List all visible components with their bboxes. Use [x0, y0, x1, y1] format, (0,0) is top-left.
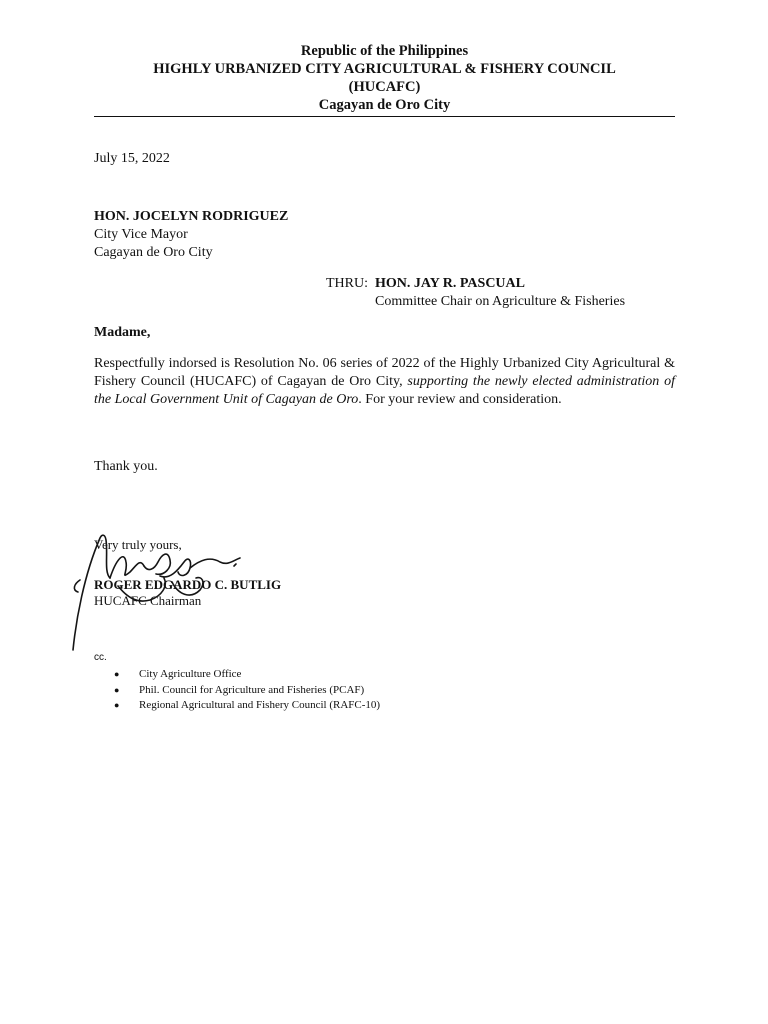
thru-name: HON. JAY R. PASCUAL: [375, 276, 525, 291]
cc-item: [114, 698, 380, 714]
body-text-part3: . For your review and consideration.: [358, 392, 562, 407]
body-text-part1: Respectfully indorsed is Resolution No. 06 series of 2022 of the Highly Urbanized City Agricultural & Fishery Council (HUCAFC) of Cagayan de Oro City,: [94, 356, 675, 389]
cc-item: [114, 667, 380, 683]
letter-date: July 15, 2022: [94, 151, 170, 166]
addressee-title: City Vice Mayor: [94, 227, 188, 242]
addressee-block: [94, 208, 288, 262]
letterhead: [94, 42, 675, 114]
salutation: Madame,: [94, 325, 151, 340]
bullet-icon: ●: [114, 684, 120, 695]
body-paragraph: [94, 355, 675, 409]
addressee-city: Cagayan de Oro City: [94, 245, 213, 260]
cc-label: cc.: [94, 652, 107, 663]
cc-item-text: Phil. Council for Agriculture and Fisheries (PCAF): [139, 683, 365, 696]
cc-item: [114, 683, 380, 699]
complimentary-close: Very truly yours,: [94, 537, 182, 552]
letterhead-republic: Republic of the Philippines: [300, 43, 469, 59]
letterhead-acronym: (HUCAFC): [348, 79, 421, 95]
thru-block: [375, 275, 625, 311]
signatory-title: HUCAFC Chairman: [94, 593, 202, 608]
letterhead-city: Cagayan de Oro City: [318, 97, 451, 113]
cc-item-text: City Agriculture Office: [139, 668, 242, 680]
thank-you: Thank you.: [94, 459, 158, 474]
thru-label: THRU:: [326, 276, 368, 291]
addressee-name: HON. JOCELYN RODRIGUEZ: [94, 209, 289, 224]
bullet-icon: ●: [114, 669, 120, 679]
signatory-name: ROGER EDGARDO C. BUTLIG: [94, 577, 282, 592]
handwritten-signature: [60, 520, 260, 670]
thru-title: Committee Chair on Agriculture & Fisheries: [375, 294, 626, 309]
body-text-italic: supporting the newly elected administration of the Local Government Unit of Cagayan de Oro: [94, 374, 675, 407]
header-divider: [94, 116, 675, 117]
cc-item-text: Regional Agricultural and Fishery Council (RAFC-10): [139, 699, 381, 711]
cc-list: [114, 667, 380, 714]
bullet-icon: ●: [114, 700, 120, 710]
letterhead-council: HIGHLY URBANIZED CITY AGRICULTURAL & FISHERY COUNCIL: [153, 61, 616, 77]
